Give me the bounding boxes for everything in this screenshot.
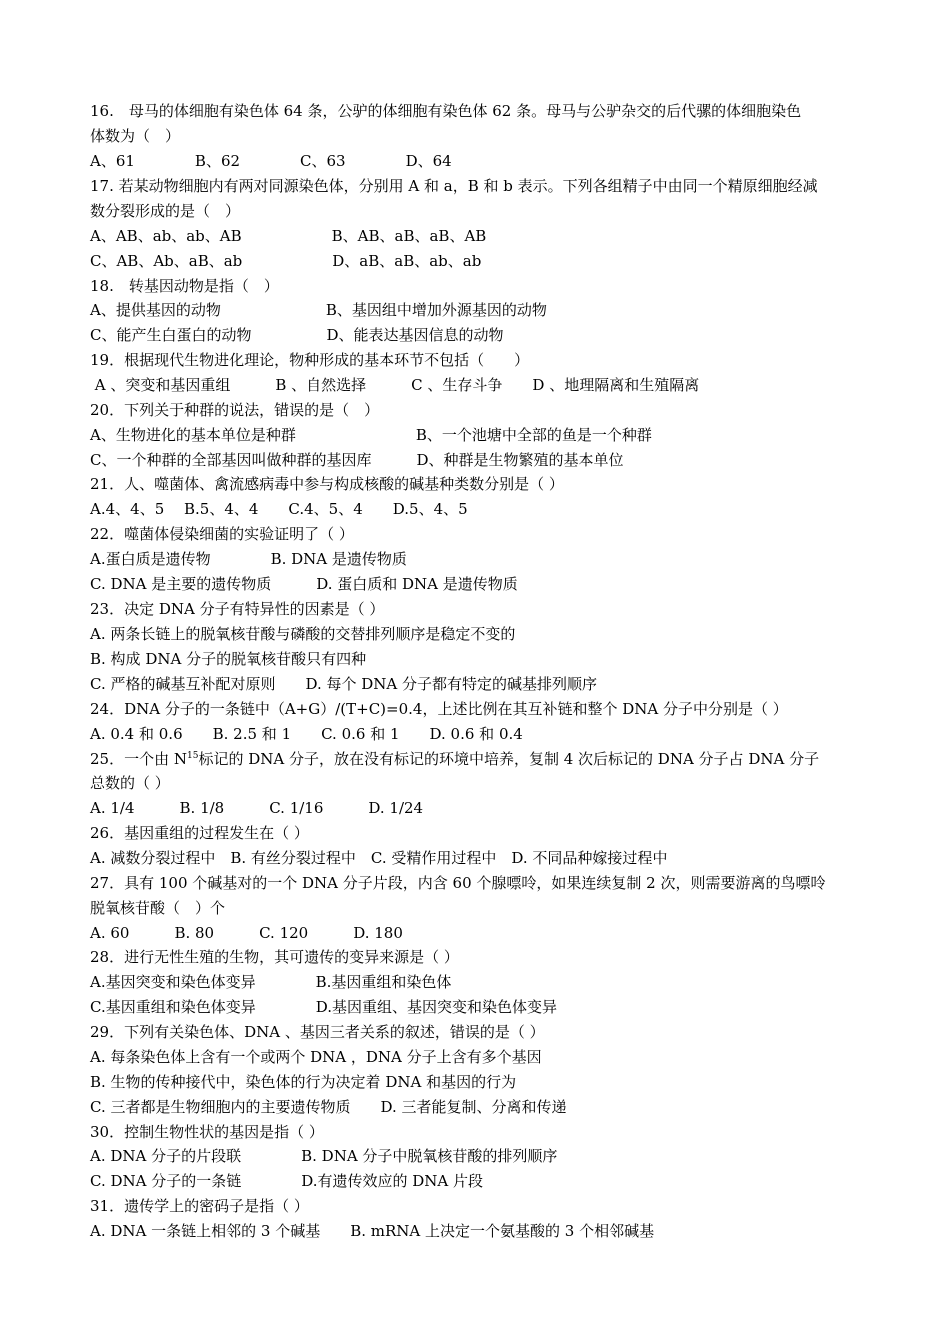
question-17-options-cd: C、AB、Ab、aB、ab D、aB、aB、ab、ab	[90, 252, 482, 270]
question-20-options-ab: A、生物进化的基本单位是种群 B、一个池塘中全部的鱼是一个种群	[90, 426, 652, 444]
question-24-stem: 24．DNA 分子的一条链中（A+G）/(T+C)=0.4，上述比例在其互补链和整个 DNA 分子中分别是（ ）	[90, 700, 788, 718]
question-18-options-cd: C、能产生白蛋白的动物 D、能表达基因信息的动物	[90, 326, 504, 344]
question-17-stem: 17. 若某动物细胞内有两对同源染色体，分别用 A 和 a，B 和 b 表示。下列各组精子中由同一个精原细胞经减	[90, 177, 818, 195]
question-26-options: A. 减数分裂过程中 B. 有丝分裂过程中 C. 受精作用过程中 D. 不同品种嫁接过程中	[90, 849, 668, 867]
question-25-stem-end: 标记的 DNA 分子，放在没有标记的环境中培养，复制 4 次后标记的 DNA 分子占 DNA 分子	[198, 750, 820, 768]
question-23-options-cd: C. 严格的碱基互补配对原则 D. 每个 DNA 分子都有特定的碱基排列顺序	[90, 675, 598, 693]
question-22-stem: 22．噬菌体侵染细菌的实验证明了（ ）	[90, 525, 354, 543]
question-18-options-ab: A、提供基因的动物 B、基因组中增加外源基因的动物	[90, 301, 547, 319]
question-20-options-cd: C、一个种群的全部基因叫做种群的基因库 D、种群是生物繁殖的基本单位	[90, 451, 624, 469]
question-28-options-ab: A.基因突变和染色体变异 B.基因重组和染色体	[90, 973, 452, 991]
question-17-options-ab: A、AB、ab、ab、AB B、AB、aB、aB、AB	[90, 227, 487, 245]
question-25-stem-start: 25．一个由 N	[90, 750, 187, 768]
question-18-stem: 18. 转基因动物是指（ ）	[90, 277, 279, 295]
question-30-stem: 30．控制生物性状的基因是指（ ）	[90, 1123, 324, 1141]
question-29-stem: 29．下列有关染色体、DNA 、基因三者关系的叙述，错误的是（ ）	[90, 1023, 545, 1041]
question-23-option-a: A. 两条长链上的脱氧核苷酸与磷酸的交替排列顺序是稳定不变的	[90, 625, 516, 643]
question-27-stem: 27．具有 100 个碱基对的一个 DNA 分子片段，内含 60 个腺嘌呤，如果连续复制 2 次，则需要游离的鸟嘌呤	[90, 874, 826, 892]
question-23-option-b: B. 构成 DNA 分子的脱氧核苷酸只有四种	[90, 650, 367, 668]
question-29-options-cd: C. 三者都是生物细胞内的主要遗传物质 D. 三者能复制、分离和传递	[90, 1098, 567, 1116]
question-23-stem: 23．决定 DNA 分子有特异性的因素是（ ）	[90, 600, 385, 618]
question-16-stem-cont: 体数为（ ）	[90, 127, 181, 145]
question-29-option-a: A. 每条染色体上含有一个或两个 DNA ，DNA 分子上含有多个基因	[90, 1048, 542, 1066]
question-17-stem-cont: 数分裂形成的是（ ）	[90, 202, 241, 220]
question-20-stem: 20．下列关于种群的说法，错误的是（ ）	[90, 401, 380, 419]
question-27-stem-cont: 脱氧核苷酸（ ）个	[90, 899, 226, 917]
question-31-options-ab: A. DNA 一条链上相邻的 3 个碱基 B. mRNA 上决定一个氨基酸的 3 个相邻碱基	[90, 1222, 655, 1240]
question-26-stem: 26．基因重组的过程发生在（ ）	[90, 824, 309, 842]
question-16-stem: 16. 母马的体细胞有染色体 64 条，公驴的体细胞有染色体 62 条。母马与公驴杂交的后代骡的体细胞染色	[90, 102, 802, 120]
question-24-options: A. 0.4 和 0.6 B. 2.5 和 1 C. 0.6 和 1 D. 0.6 和 0.4	[90, 725, 523, 743]
question-19-options: A 、突变和基因重组 B 、自然选择 C 、生存斗争 D 、地理隔离和生殖隔离	[90, 376, 700, 394]
question-28-options-cd: C.基因重组和染色体变异 D.基因重组、基因突变和染色体变异	[90, 998, 557, 1016]
question-16-options: A、61 B、62 C、63 D、64	[90, 152, 452, 170]
question-31-stem: 31．遗传学上的密码子是指（ ）	[90, 1197, 309, 1215]
question-30-options-ab: A. DNA 分子的片段联 B. DNA 分子中脱氧核苷酸的排列顺序	[90, 1147, 558, 1165]
question-29-option-b: B. 生物的传种接代中，染色体的行为决定着 DNA 和基因的行为	[90, 1073, 517, 1091]
question-21-stem: 21．人、噬菌体、禽流感病毒中参与构成核酸的碱基种类数分别是（ ）	[90, 475, 564, 493]
question-30-options-cd: C. DNA 分子的一条链 D.有遗传效应的 DNA 片段	[90, 1172, 484, 1190]
question-22-options-ab: A.蛋白质是遗传物 B. DNA 是遗传物质	[90, 550, 407, 568]
question-27-options: A. 60 B. 80 C. 120 D. 180	[90, 924, 403, 942]
question-21-options: A.4、4、5 B.5、4、4 C.4、5、4 D.5、4、5	[90, 500, 468, 518]
question-22-options-cd: C. DNA 是主要的遗传物质 D. 蛋白质和 DNA 是遗传物质	[90, 575, 518, 593]
isotope-superscript: 15	[186, 751, 199, 761]
question-25-options: A. 1/4 B. 1/8 C. 1/16 D. 1/24	[90, 799, 424, 817]
question-28-stem: 28．进行无性生殖的生物，其可遗传的变异来源是（ ）	[90, 948, 459, 966]
question-25-stem-cont: 总数的（ ）	[90, 774, 170, 792]
question-19-stem: 19．根据现代生物进化理论，物种形成的基本环节不包括（ ）	[90, 351, 530, 369]
question-25-stem	[90, 747, 819, 771]
